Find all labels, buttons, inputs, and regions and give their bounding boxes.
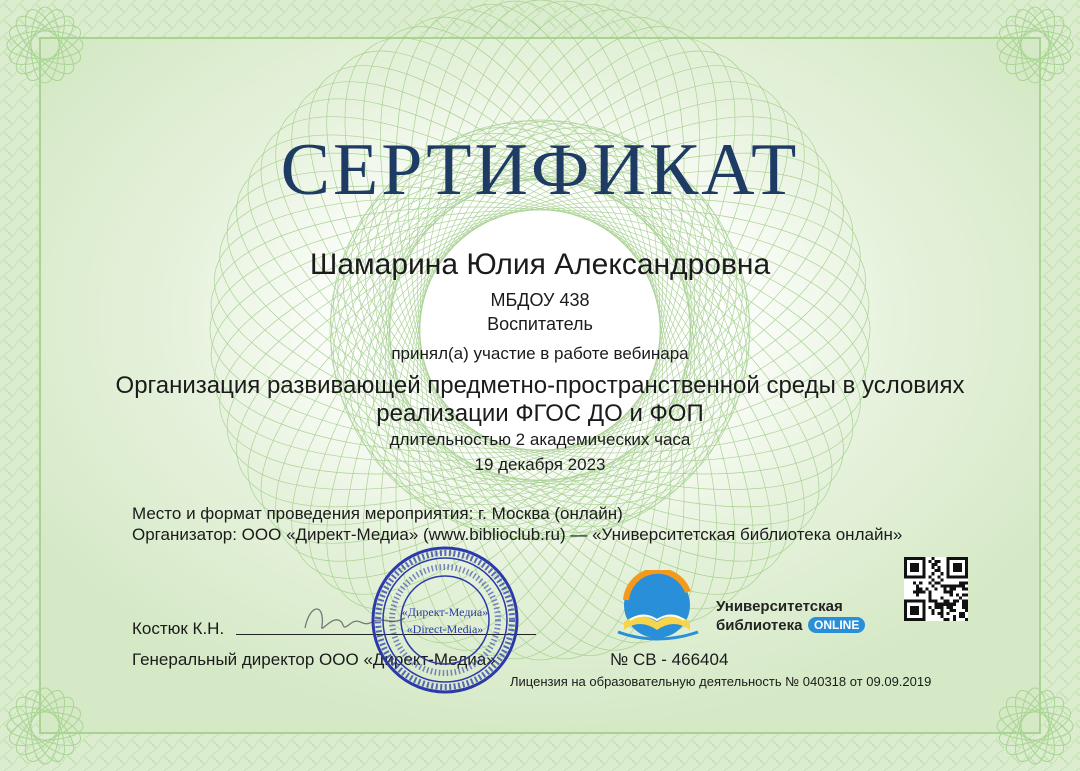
participation-text: принял(а) участие в работе вебинара [391,344,689,363]
signatory-name: Костюк К.Н. [132,619,225,638]
webinar-title-line2: реализации ФГОС ДО и ФОП [376,400,704,427]
library-logo-line2: библиотека [716,617,803,634]
company-stamp [370,545,520,695]
stamp-text-en: «Direct-Media» [406,622,484,636]
license-text: Лицензия на образовательную деятельность № 040318 от 09.09.2019 [510,674,932,689]
stamp-text-ru: «Директ-Медиа» [401,605,489,619]
qr-code-icon [904,557,968,621]
webinar-duration: длительностью 2 академических часа [389,430,691,449]
event-place: Место и формат проведения мероприятия: г. Москва (онлайн) [132,504,623,523]
certificate-title: СЕРТИФИКАТ [280,129,800,211]
webinar-date: 19 декабря 2023 [474,455,606,474]
event-organizer: Организатор: ООО «Директ-Медиа» (www.biblioclub.ru) — «Университетская библиотека онлайн» [132,525,903,544]
webinar-title-line1: Организация развивающей предметно-пространственной среды в условиях [115,372,965,399]
library-logo-line1: Университетская [716,598,843,615]
library-logo-icon [610,570,705,645]
signatory-title: Генеральный директор ООО «Директ-Медиа» [132,650,496,669]
recipient-organization: МБДОУ 438 [490,290,590,310]
registration-number: № СВ - 466404 [610,650,729,669]
recipient-name: Шамарина Юлия Александровна [309,248,771,281]
online-badge: ONLINE [808,617,865,633]
recipient-position: Воспитатель [487,314,593,334]
